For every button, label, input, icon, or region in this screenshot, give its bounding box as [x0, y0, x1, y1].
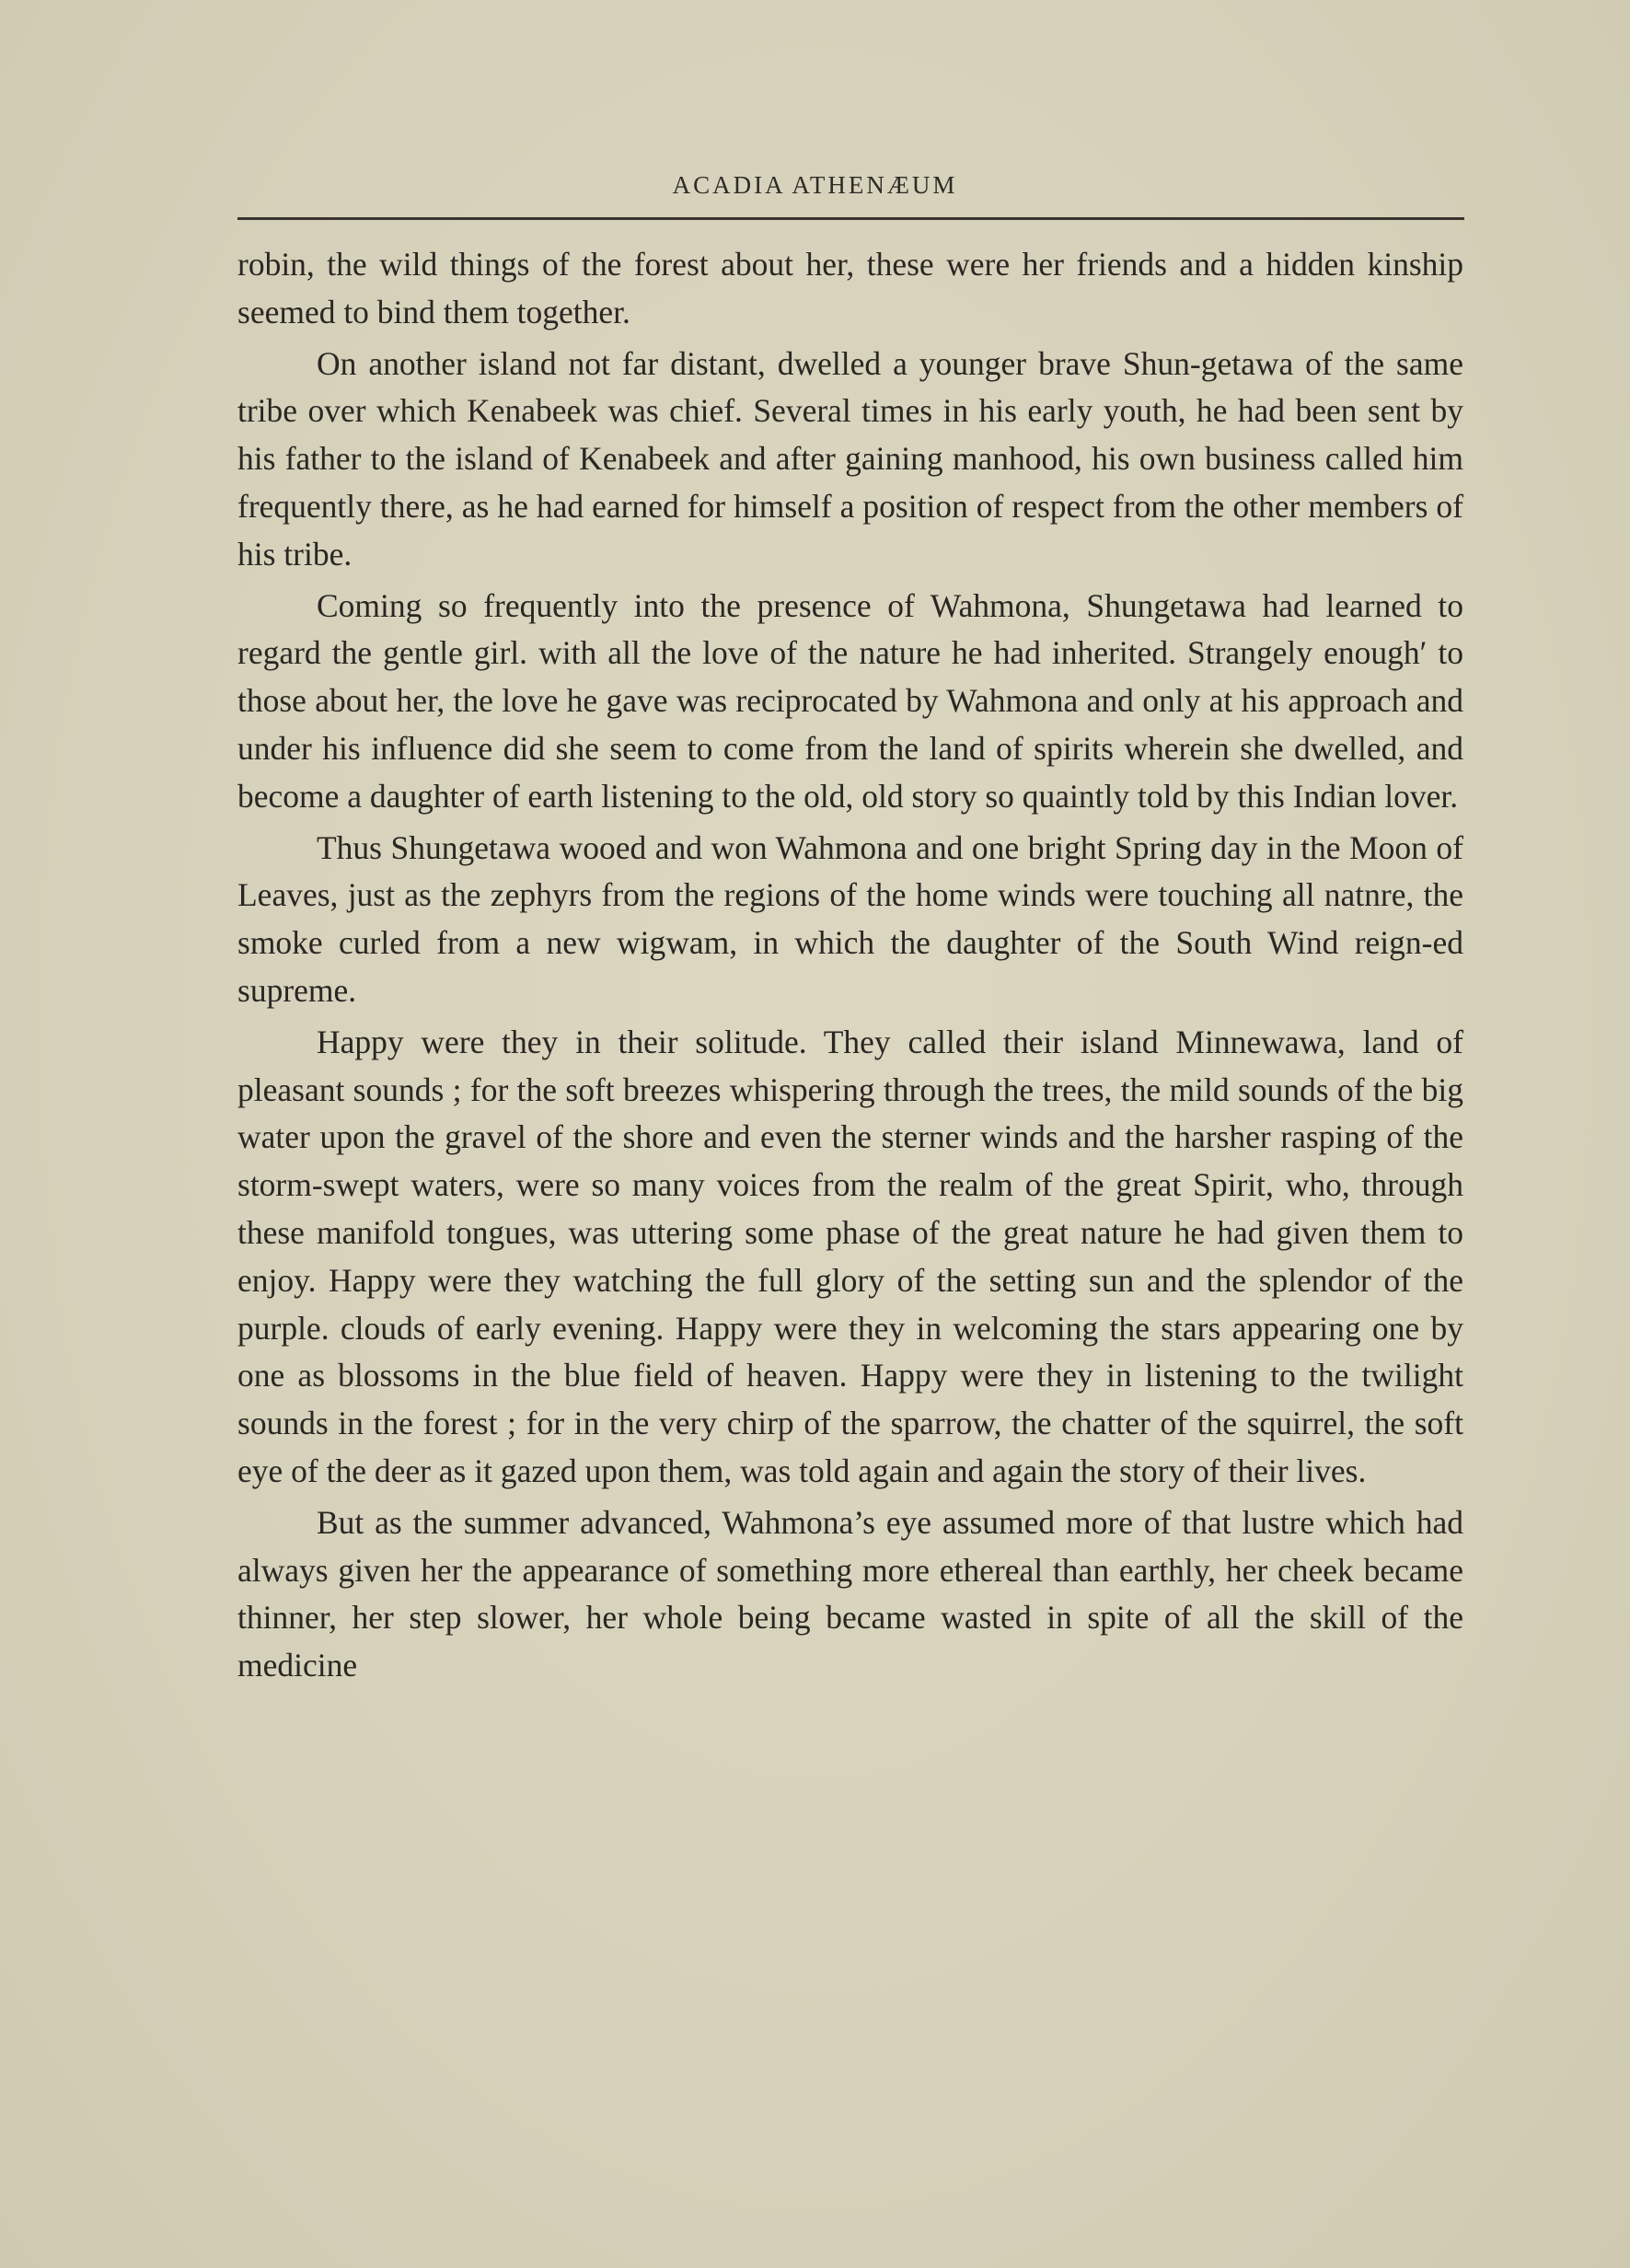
paragraph-continued: robin, the wild things of the forest about her, these were her friends and a hidden kinship seemed to bind them together.	[237, 246, 1463, 330]
paragraph: Thus Shungetawa wooed and won Wahmona and one bright Spring day in the Moon of Leaves, just as the zephyrs from the regions of the home winds were touching all natnre, the smoke curled from a new wigwam, in which the daughter of the South Wind reign-ed supreme.	[237, 828, 1463, 1009]
header-rule	[237, 217, 1464, 220]
running-header: ACADIA ATHENÆUM	[672, 171, 958, 199]
body-text	[237, 241, 1463, 1694]
paragraph: Coming so frequently into the presence of Wahmona, Shungetawa had learned to regard the gentle girl. with all the love of the nature he had inherited. Strangely enough′ to those about her, the love he gave was reciprocated by Wahmona and only at his approach and under his influence did she seem to come from the land of spirits wherein she dwelled, and become a daughter of earth listening to the old, old story so quaintly told by this Indian lover.	[237, 586, 1463, 815]
paragraph: Happy were they in their solitude. They called their island Minnewawa, land of pleasant sounds ; for the soft breezes whispering through the trees, the mild sounds of the big water upon the gravel of the shore and even the sterner winds and the harsher rasping of the storm-swept waters, were so many voices from the realm of the great Spirit, who, through these manifold tongues, was uttering some phase of the great nature he had given them to enjoy. Happy were they watching the full glory of the setting sun and the splendor of the purple. clouds of early evening. Happy were they in welcoming the stars appearing one by one as blossoms in the blue field of heaven. Happy were they in listening to the twilight sounds in the forest ; for in the very chirp of the sparrow, the chatter of the squirrel, the soft eye of the deer as it gazed upon them, was told again and again the story of their lives.	[237, 1023, 1463, 1489]
paragraph: But as the summer advanced, Wahmona’s eye assumed more of that lustre which had always given her the appearance of something more ethereal than earthly, her cheek became thinner, her step slower, her whole being became wasted in spite of all the skill of the medicine	[237, 1503, 1463, 1684]
paragraph: On another island not far distant, dwelled a younger brave Shun-getawa of the same tribe over which Kenabeek was chief. Several times in his early youth, he had been sent by his father to the island of Kenabeek and after gaining manhood, his own business called him frequently there, as he had earned for himself a position of respect from the other members of his tribe.	[237, 344, 1463, 573]
